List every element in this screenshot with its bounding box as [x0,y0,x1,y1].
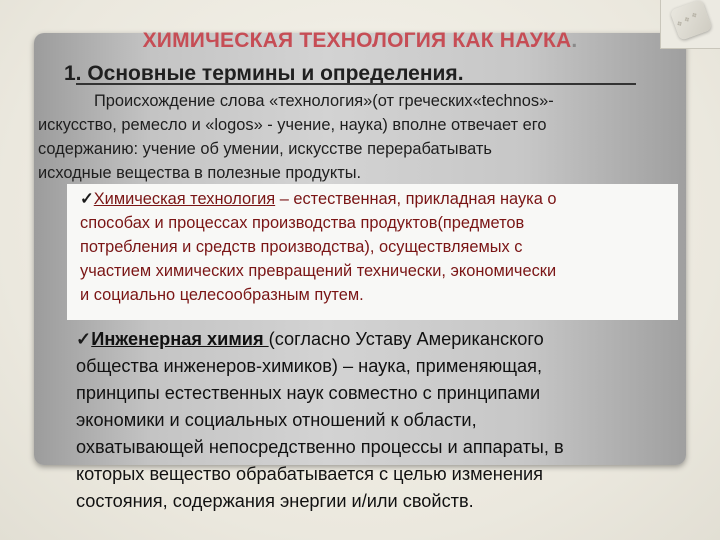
slide-title-text: ХИМИЧЕСКАЯ ТЕХНОЛОГИЯ КАК НАУКА [142,29,572,52]
definition-line-3: потребления и средств производства), осуществляемых с [80,238,523,256]
engineering-line-1: ✓Инженерная химия (согласно Уставу Американского [76,329,544,349]
intro-line-3: содержанию: учение об умении, искусстве перерабатывать [38,140,492,158]
intro-line-1: Происхождение слова «технология»(от греческих«technos»- [94,92,554,110]
engineering-line-3: принципы естественных наук совместно с принципами [76,383,541,403]
engineering-chemistry-definition [76,326,706,515]
engineering-term: Инженерная химия [91,329,269,349]
slide-title [0,29,720,53]
engineering-line-6: которых вещество обрабатывается с целью изменения [76,464,544,484]
intro-paragraph [38,89,658,185]
engineering-line-4: экономики и социальных отношений к области, [76,410,477,430]
definition-line-4: участием химических превращений технически, экономически [80,262,557,280]
slide-title-dot: . [571,29,578,52]
watermark-logo-mark: ❖ ❖ ❖ [675,10,700,30]
checkmark-icon: ✓ [76,329,92,349]
checkmark-icon: ✓ [80,190,94,208]
definition-term: Химическая технология [93,190,276,208]
definition-line-2: способах и процессах производства продуктов(предметов [80,214,525,232]
definition-line-1: ✓Химическая технология – естественная, прикладная наука о [80,190,557,208]
engineering-line-7: состояния, содержания энергии и/или свойств. [76,491,474,511]
intro-line-2: искусство, ремесло и «logos» - учение, наука) вполне отвечает его [38,116,547,134]
engineering-line-5: охватывающей непосредственно процессы и аппараты, в [76,437,564,457]
definition-line-5: и социально целесообразным путем. [80,286,364,304]
intro-line-4: исходные вещества в полезные продукты. [38,164,362,182]
chem-tech-definition [80,187,680,307]
subtitle-underline [76,83,636,85]
engineering-line-2: общества инженеров-химиков) – наука, применяющая, [76,356,543,376]
section-subtitle: 1. Основные термины и определения. [64,62,464,85]
